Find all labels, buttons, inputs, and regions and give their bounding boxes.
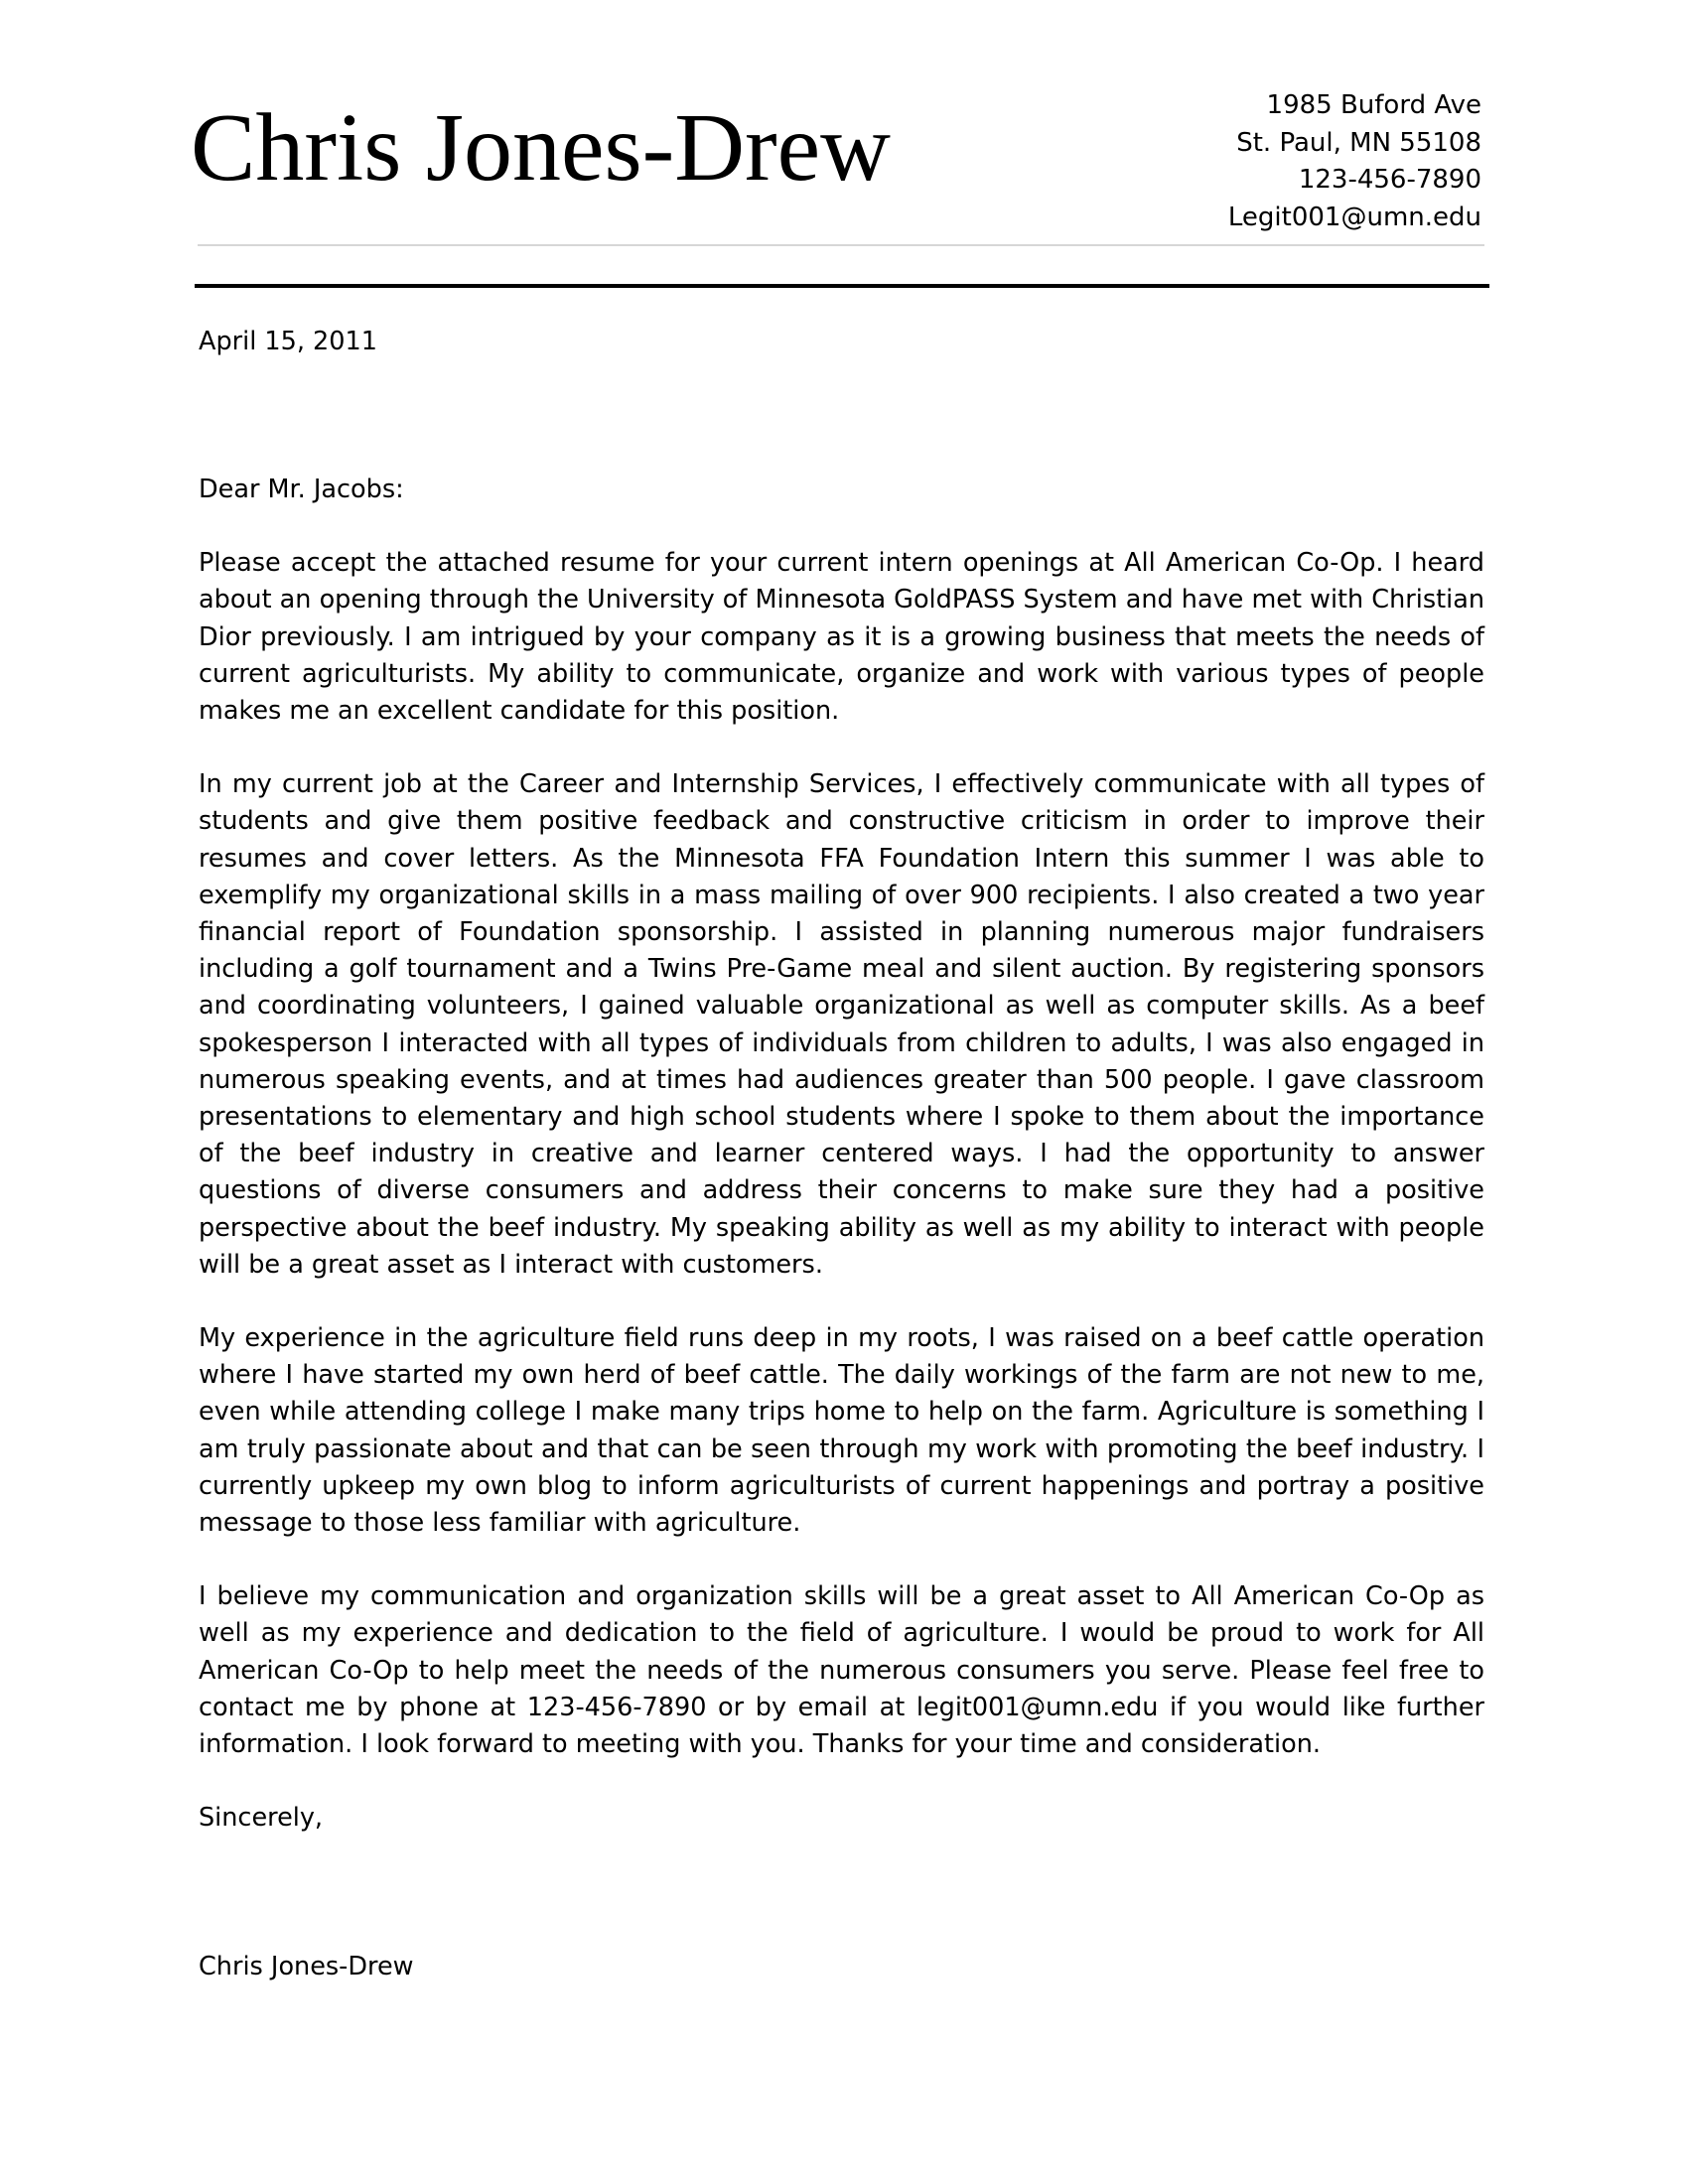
body-paragraph-1: Please accept the attached resume for your current intern openings at All American Co-Op. I heard about an opening through the University of Minnesota GoldPASS System and have met with Christian Dior previously. I am intrigued by your company as it is a growing business that meets the needs of current agriculturists. My ability to communicate, organize and work with various types of people makes me an excellent candidate for this position. — [199, 548, 1484, 727]
header-divider-thick — [195, 284, 1489, 288]
sender-address-block — [1228, 87, 1481, 236]
address-phone: 123-456-7890 — [1298, 165, 1481, 195]
address-city-state-zip: St. Paul, MN 55108 — [1236, 127, 1481, 158]
address-email: Legit001@umn.edu — [1227, 202, 1481, 232]
body-paragraph-3: My experience in the agriculture field runs deep in my roots, I was raised on a beef cattle operation where I have started my own herd of beef cattle. The daily workings of the farm are not new to me, even while attending college I make many trips home to help on the farm. Agriculture is something I am truly passionate about and that can be seen through my work with promoting the beef industry. I currently upkeep my own blog to inform agriculturists of current happenings and portray a positive message to those less familiar with agriculture. — [199, 1323, 1484, 1539]
letter-closing: Sincerely, — [199, 1803, 324, 1834]
letter-date: April 15, 2011 — [199, 327, 377, 356]
body-paragraph-4: I believe my communication and organization skills will be a great asset to All American Co-Op as well as my experience and dedication to the field of agriculture. I would be proud to work for All American Co-Op to help meet the needs of the numerous consumers you serve. Please feel free to contact me by phone at 123-456-7890 or by email at legit001@umn.edu if you would like further information. I look forward to meeting with you. Thanks for your time and consideration. — [199, 1581, 1484, 1760]
sender-name: Chris Jones-Drew — [191, 94, 891, 202]
letter-salutation: Dear Mr. Jacobs: — [199, 475, 404, 504]
address-street: 1985 Buford Ave — [1266, 90, 1481, 120]
body-paragraph-2: In my current job at the Career and Internship Services, I effectively communicate with all types of students and give them positive feedback and constructive criticism in order to improve their resumes and cover letters. As the Minnesota FFA Foundation Intern this summer I was able to exemplify my organizational skills in a mass mailing of over 900 recipients. I also created a two year financial report of Foundation sponsorship. I assisted in planning numerous major fundraisers including a golf tournament and a Twins Pre-Game meal and silent auction. By registering sponsors and coordinating volunteers, I gained valuable organizational as well as computer skills. As a beef spokesperson I interacted with all types of individuals from children to adults, I was also engaged in numerous speaking events, and at times had audiences greater than 500 people. I gave classroom presentations to elementary and high school students where I spoke to them about the importance of the beef industry in creative and learner centered ways. I had the opportunity to answer questions of diverse consumers and address their concerns to make sure they had a positive perspective about the beef industry. My speaking ability as well as my ability to interact with people will be a great asset as I interact with customers. — [199, 769, 1484, 1280]
letter-signature: Chris Jones-Drew — [199, 1951, 414, 1981]
letter-body — [199, 324, 1484, 1985]
header-divider-thin — [198, 244, 1484, 246]
